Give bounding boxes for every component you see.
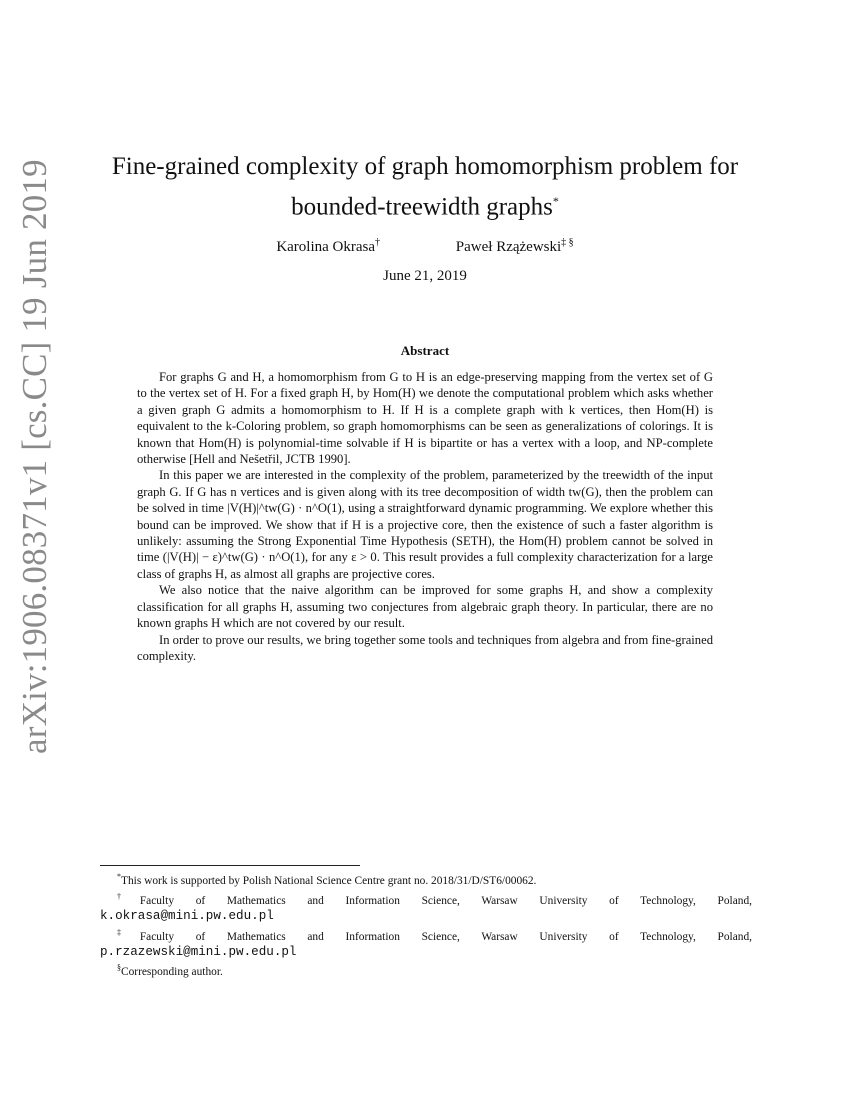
footnote-rzazewski-affiliation: ‡Faculty of Mathematics and Information Science, Warsaw University of Technology, Poland, p.rzazewski@mini.pw.edu.pl	[100, 927, 753, 960]
arxiv-identifier-stamp: arXiv:1906.08371v1 [cs.CC] 19 Jun 2019	[15, 159, 54, 754]
abstract-paragraph-4: In order to prove our results, we bring together some tools and techniques from algebra and from fine-grained complexity.	[137, 632, 713, 663]
footnotes	[100, 869, 752, 981]
title-footnote-mark: *	[552, 194, 559, 208]
abstract-paragraph-1: For graphs G and H, a homomorphism from G to H is an edge-preserving mapping from the vertex set of G to the vertex set of H. For a fixed graph H, by Hom(H) we denote the computational problem which asks whether a given graph G admits a homomorphism to H. If H is a complete graph with k vertices, then Hom(H) is equivalent to the k-Coloring problem, so graph homomorphisms can be seen as generalizations of colorings. It is known that Hom(H) is polynomial-time solvable if H is bipartite or has a vertex with a loop, and NP-complete otherwise [Hell and Nešetřil, JCTB 1990].	[137, 370, 713, 467]
footnote-corresponding: §Corresponding author.	[117, 963, 223, 979]
email-rzazewski[interactable]: p.rzazewski@mini.pw.edu.pl	[100, 945, 297, 960]
abstract-paragraph-3: We also notice that the naive algorithm can be improved for some graphs H, and show a complexity classification for all graphs H, assuming two conjectures from algebraic graph theory. In particular, there are no known graphs H which are not covered by our result.	[137, 583, 713, 631]
abstract-paragraph-2: In this paper we are interested in the complexity of the problem, parameterized by the treewidth of the input graph G. If G has n vertices and is given along with its tree decomposition of width tw(G), then the problem can be solved in time |V(H)|^tw(G) · n^O(1), using a straightforward dynamic programming. We explore whether this bound can be improved. We show that if H is a projective core, then the existence of such a faster algorithm is unlikely: assuming the Strong Exponential Time Hypothesis (SETH), the Hom(H) problem cannot be solved in time (|V(H)| − ε)^tw(G) · n^O(1), for any ε > 0. This result provides a full complexity characterization for a large class of graphs H, as almost all graphs are projective cores.	[137, 468, 713, 581]
title-line-1: Fine-grained complexity of graph homomorphism problem for	[111, 153, 739, 180]
email-okrasa[interactable]: k.okrasa@mini.pw.edu.pl	[100, 909, 274, 924]
footnote-divider	[100, 865, 360, 866]
paper-date: June 21, 2019	[383, 268, 467, 284]
author-list	[100, 233, 750, 257]
author-okrasa: Karolina Okrasa†	[276, 237, 381, 255]
author-rzazewski: Paweł Rzążewski‡ §	[455, 237, 574, 255]
paper-title	[100, 150, 750, 224]
title-line-2: bounded-treewidth graphs*	[291, 193, 559, 221]
abstract-heading: Abstract	[400, 343, 450, 358]
footnote-funding: *This work is supported by Polish National Science Centre grant no. 2018/31/D/ST6/00062.	[117, 872, 537, 887]
footnote-okrasa-affiliation: †Faculty of Mathematics and Information Science, Warsaw University of Technology, Poland, k.okrasa@mini.pw.edu.pl	[100, 892, 753, 924]
abstract-body	[137, 369, 713, 664]
